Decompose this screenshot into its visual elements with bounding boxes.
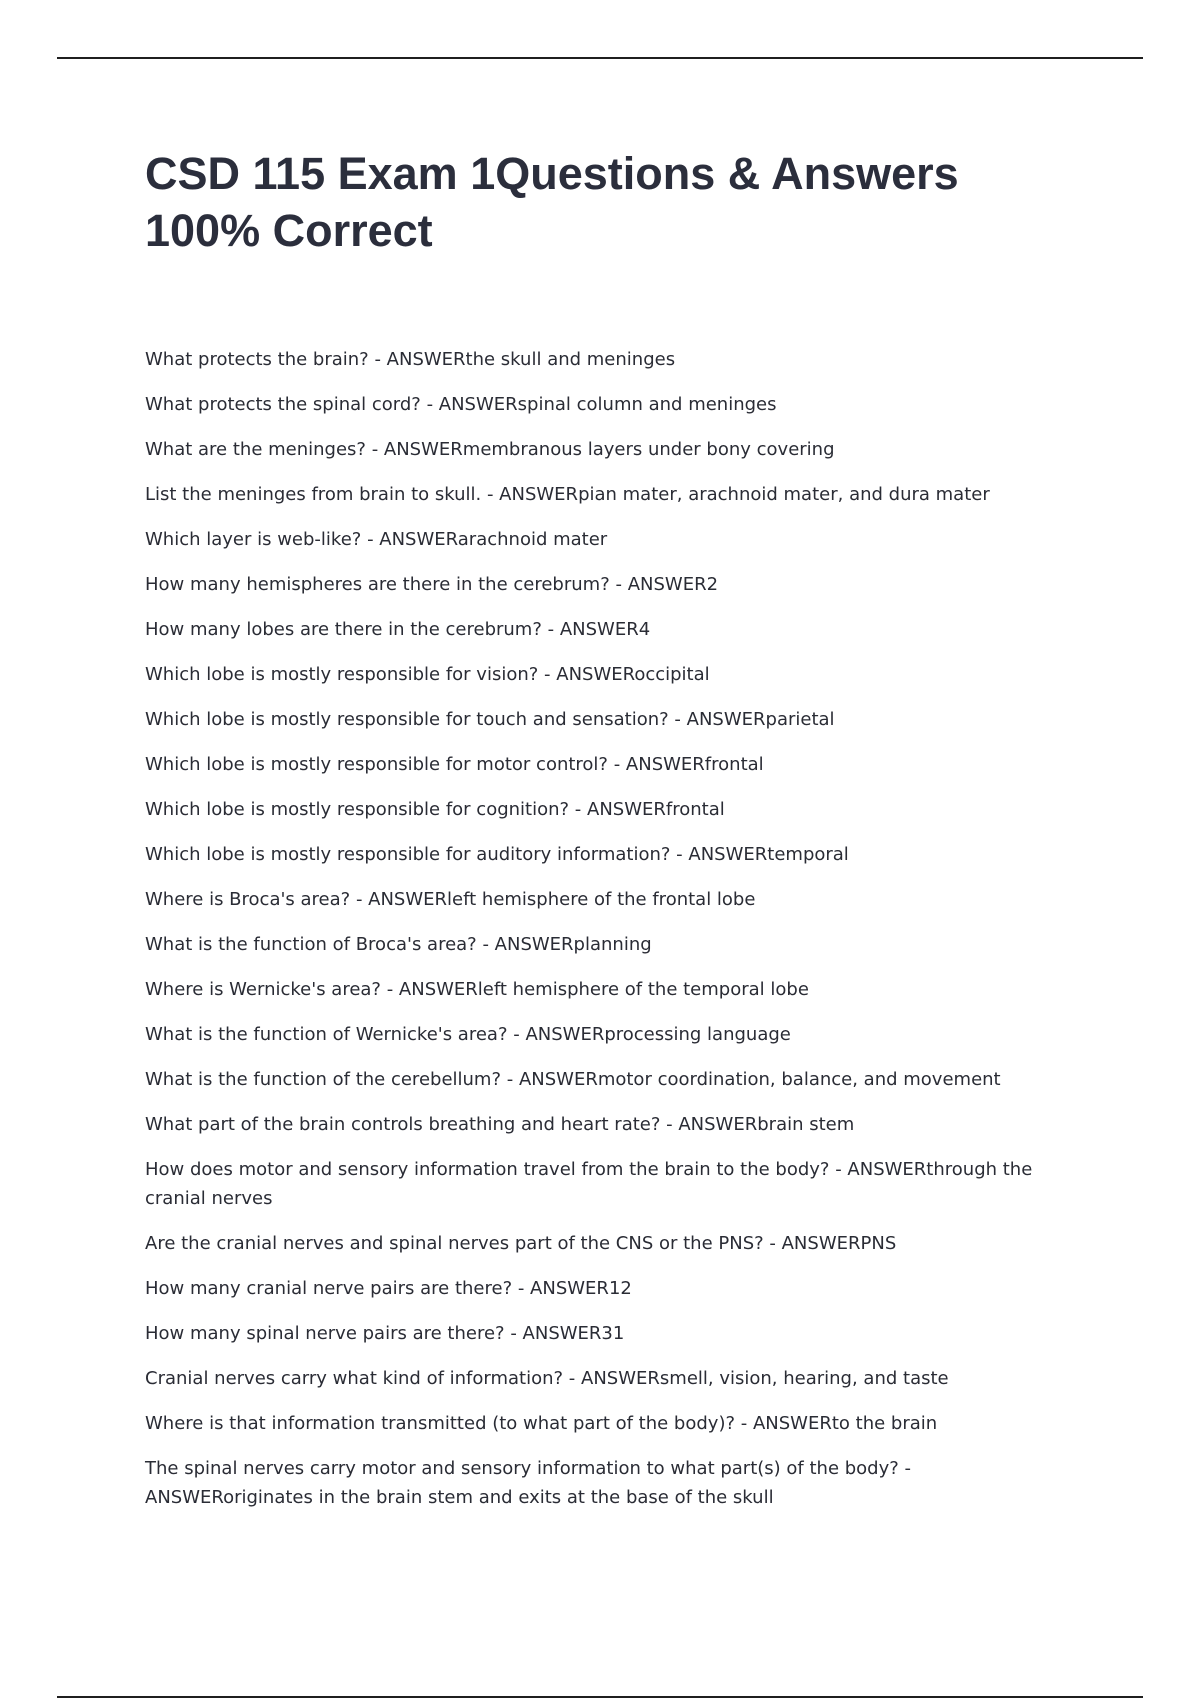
qa-item-20: Are the cranial nerves and spinal nerves part of the CNS or the PNS? - ANSWERPNS <box>145 1233 897 1254</box>
qa-item-7: How many lobes are there in the cerebrum? - ANSWER4 <box>145 619 651 640</box>
top-divider <box>57 57 1143 59</box>
qa-item-17: What is the function of the cerebellum? - ANSWERmotor coordination, balance, and movement <box>145 1069 1001 1090</box>
qa-item-16: What is the function of Wernicke's area? - ANSWERprocessing language <box>145 1024 791 1045</box>
qa-item-4: List the meninges from brain to skull. - ANSWERpian mater, arachnoid mater, and dura mater <box>145 484 990 505</box>
qa-item-8: Which lobe is mostly responsible for vision? - ANSWERoccipital <box>145 664 710 685</box>
qa-item-6: How many hemispheres are there in the cerebrum? - ANSWER2 <box>145 574 719 595</box>
qa-item-5: Which layer is web-like? - ANSWERarachnoid mater <box>145 529 608 550</box>
qa-item-12: Which lobe is mostly responsible for auditory information? - ANSWERtemporal <box>145 844 849 865</box>
qa-item-11: Which lobe is mostly responsible for cognition? - ANSWERfrontal <box>145 799 725 820</box>
qa-item-10: Which lobe is mostly responsible for motor control? - ANSWERfrontal <box>145 754 764 775</box>
qa-item-23: Cranial nerves carry what kind of information? - ANSWERsmell, vision, hearing, and taste <box>145 1368 949 1389</box>
page-title: CSD 115 Exam 1Questions & Answers 100% Correct <box>145 148 959 256</box>
qa-item-1: What protects the brain? - ANSWERthe skull and meninges <box>145 349 676 370</box>
qa-item-19: How does motor and sensory information travel from the brain to the body? - ANSWERthrough the cranial nerves <box>145 1159 1033 1209</box>
qa-item-21: How many cranial nerve pairs are there? - ANSWER12 <box>145 1278 632 1299</box>
qa-item-9: Which lobe is mostly responsible for touch and sensation? - ANSWERparietal <box>145 709 835 730</box>
qa-item-13: Where is Broca's area? - ANSWERleft hemisphere of the frontal lobe <box>145 889 756 910</box>
qa-item-2: What protects the spinal cord? - ANSWERspinal column and meninges <box>145 394 777 415</box>
bottom-divider <box>57 1696 1143 1698</box>
qa-item-18: What part of the brain controls breathing and heart rate? - ANSWERbrain stem <box>145 1114 855 1135</box>
qa-item-22: How many spinal nerve pairs are there? - ANSWER31 <box>145 1323 625 1344</box>
qa-list <box>145 345 1045 1528</box>
qa-item-25: The spinal nerves carry motor and sensory information to what part(s) of the body? - ANSWERoriginates in the brain stem and exits at the base of the skull <box>145 1458 912 1508</box>
qa-item-15: Where is Wernicke's area? - ANSWERleft hemisphere of the temporal lobe <box>145 979 809 1000</box>
qa-item-14: What is the function of Broca's area? - ANSWERplanning <box>145 934 652 955</box>
qa-item-3: What are the meninges? - ANSWERmembranous layers under bony covering <box>145 439 835 460</box>
qa-item-24: Where is that information transmitted (to what part of the body)? - ANSWERto the brain <box>145 1413 938 1434</box>
